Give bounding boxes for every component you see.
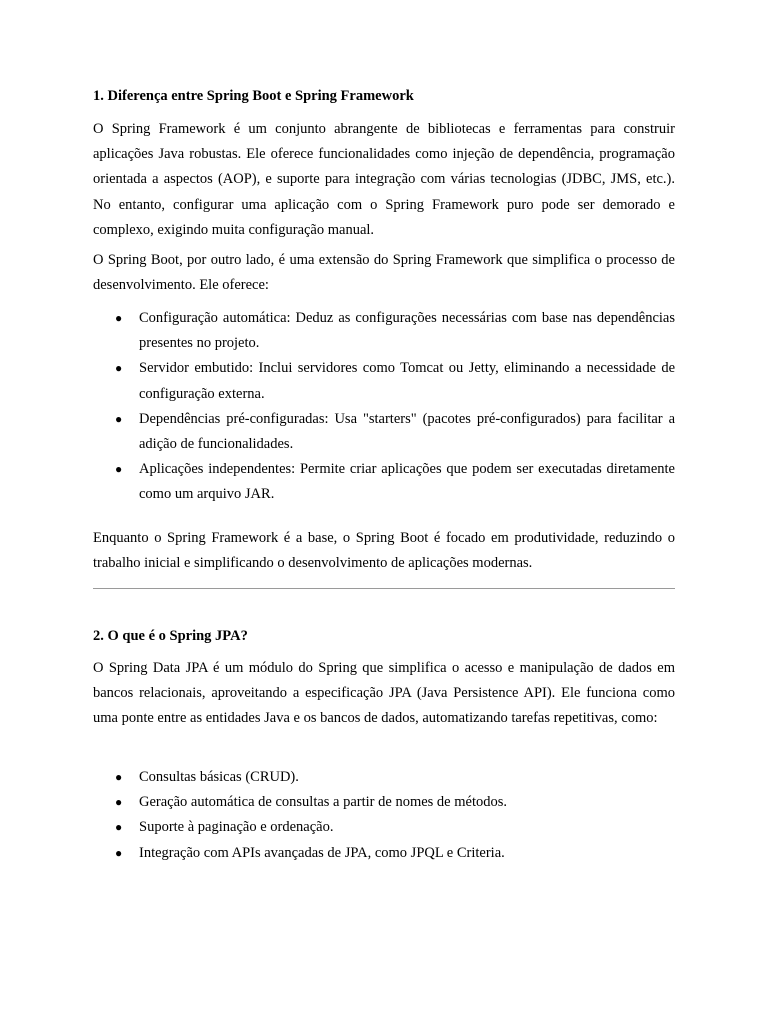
list-item — [93, 815, 675, 840]
list-item-text: Consultas básicas (CRUD). — [139, 769, 299, 785]
list-item-text: Suporte à paginação e ordenação. — [139, 819, 334, 836]
section2-heading: 2. O que é o Spring JPA? — [93, 628, 248, 644]
section1-heading: 1. Diferença entre Spring Boot e Spring Framework — [93, 88, 414, 104]
bullet-icon: ● — [115, 795, 123, 810]
list-item — [93, 407, 675, 457]
list-item — [93, 356, 675, 406]
list-item — [93, 790, 675, 815]
section1-feature-list — [93, 306, 675, 508]
bullet-icon: ● — [115, 845, 123, 860]
section2-paragraph-1: O Spring Data JPA é um módulo do Spring que simplifica o acesso e manipulação de dados em bancos relacionais, aproveitando a especificação JPA (Java Persistence API). Ele funciona como uma ponte entre as entidades Java e os bancos de dados, automatizando tarefas repetitivas, como: — [93, 660, 675, 727]
list-item — [93, 841, 675, 866]
list-item — [93, 306, 675, 356]
list-item-text: Aplicações independentes: Permite criar aplicações que podem ser executadas diretamente como um arquivo JAR. — [139, 461, 675, 503]
list-item — [93, 765, 675, 790]
section-divider — [93, 588, 675, 589]
bullet-icon: ● — [115, 311, 123, 325]
list-item-text: Integração com APIs avançadas de JPA, como JPQL e Criteria. — [139, 844, 505, 861]
list-item-text: Geração automática de consultas a partir de nomes de métodos. — [139, 794, 508, 811]
bullet-icon: ● — [115, 361, 123, 376]
bullet-icon: ● — [115, 820, 123, 835]
bullet-icon: ● — [115, 462, 123, 477]
list-item-text: Configuração automática: Deduz as configurações necessárias com base nas dependências presentes no projeto. — [139, 310, 675, 352]
list-item — [93, 457, 675, 507]
section1-paragraph-1: O Spring Framework é um conjunto abrangente de bibliotecas e ferramentas para construir aplicações Java robustas. Ele oferece funcionalidades como injeção de dependência, programação orientada a aspectos (AOP), e suporte para integração com várias tecnologias (JDBC, JMS, etc.). No entanto, configurar uma aplicação com o Spring Framework puro pode ser demorado e complexo, exigindo muita configuração manual. — [93, 121, 675, 238]
list-item-text: Servidor embutido: Inclui servidores como Tomcat ou Jetty, eliminando a necessidade de configuração externa. — [139, 360, 675, 402]
section2-feature-list — [93, 765, 675, 866]
list-item-text: Dependências pré-configuradas: Usa "starters" (pacotes pré-configurados) para facilitar a adição de funcionalidades. — [139, 410, 675, 453]
bullet-icon: ● — [115, 770, 123, 784]
section1-paragraph-2: O Spring Boot, por outro lado, é uma extensão do Spring Framework que simplifica o processo de desenvolvimento. Ele oferece: — [93, 252, 675, 294]
section1-paragraph-3: Enquanto o Spring Framework é a base, o Spring Boot é focado em produtividade, reduzindo o trabalho inicial e simplificando o desenvolvimento de aplicações modernas. — [93, 530, 675, 572]
bullet-icon: ● — [115, 411, 123, 426]
